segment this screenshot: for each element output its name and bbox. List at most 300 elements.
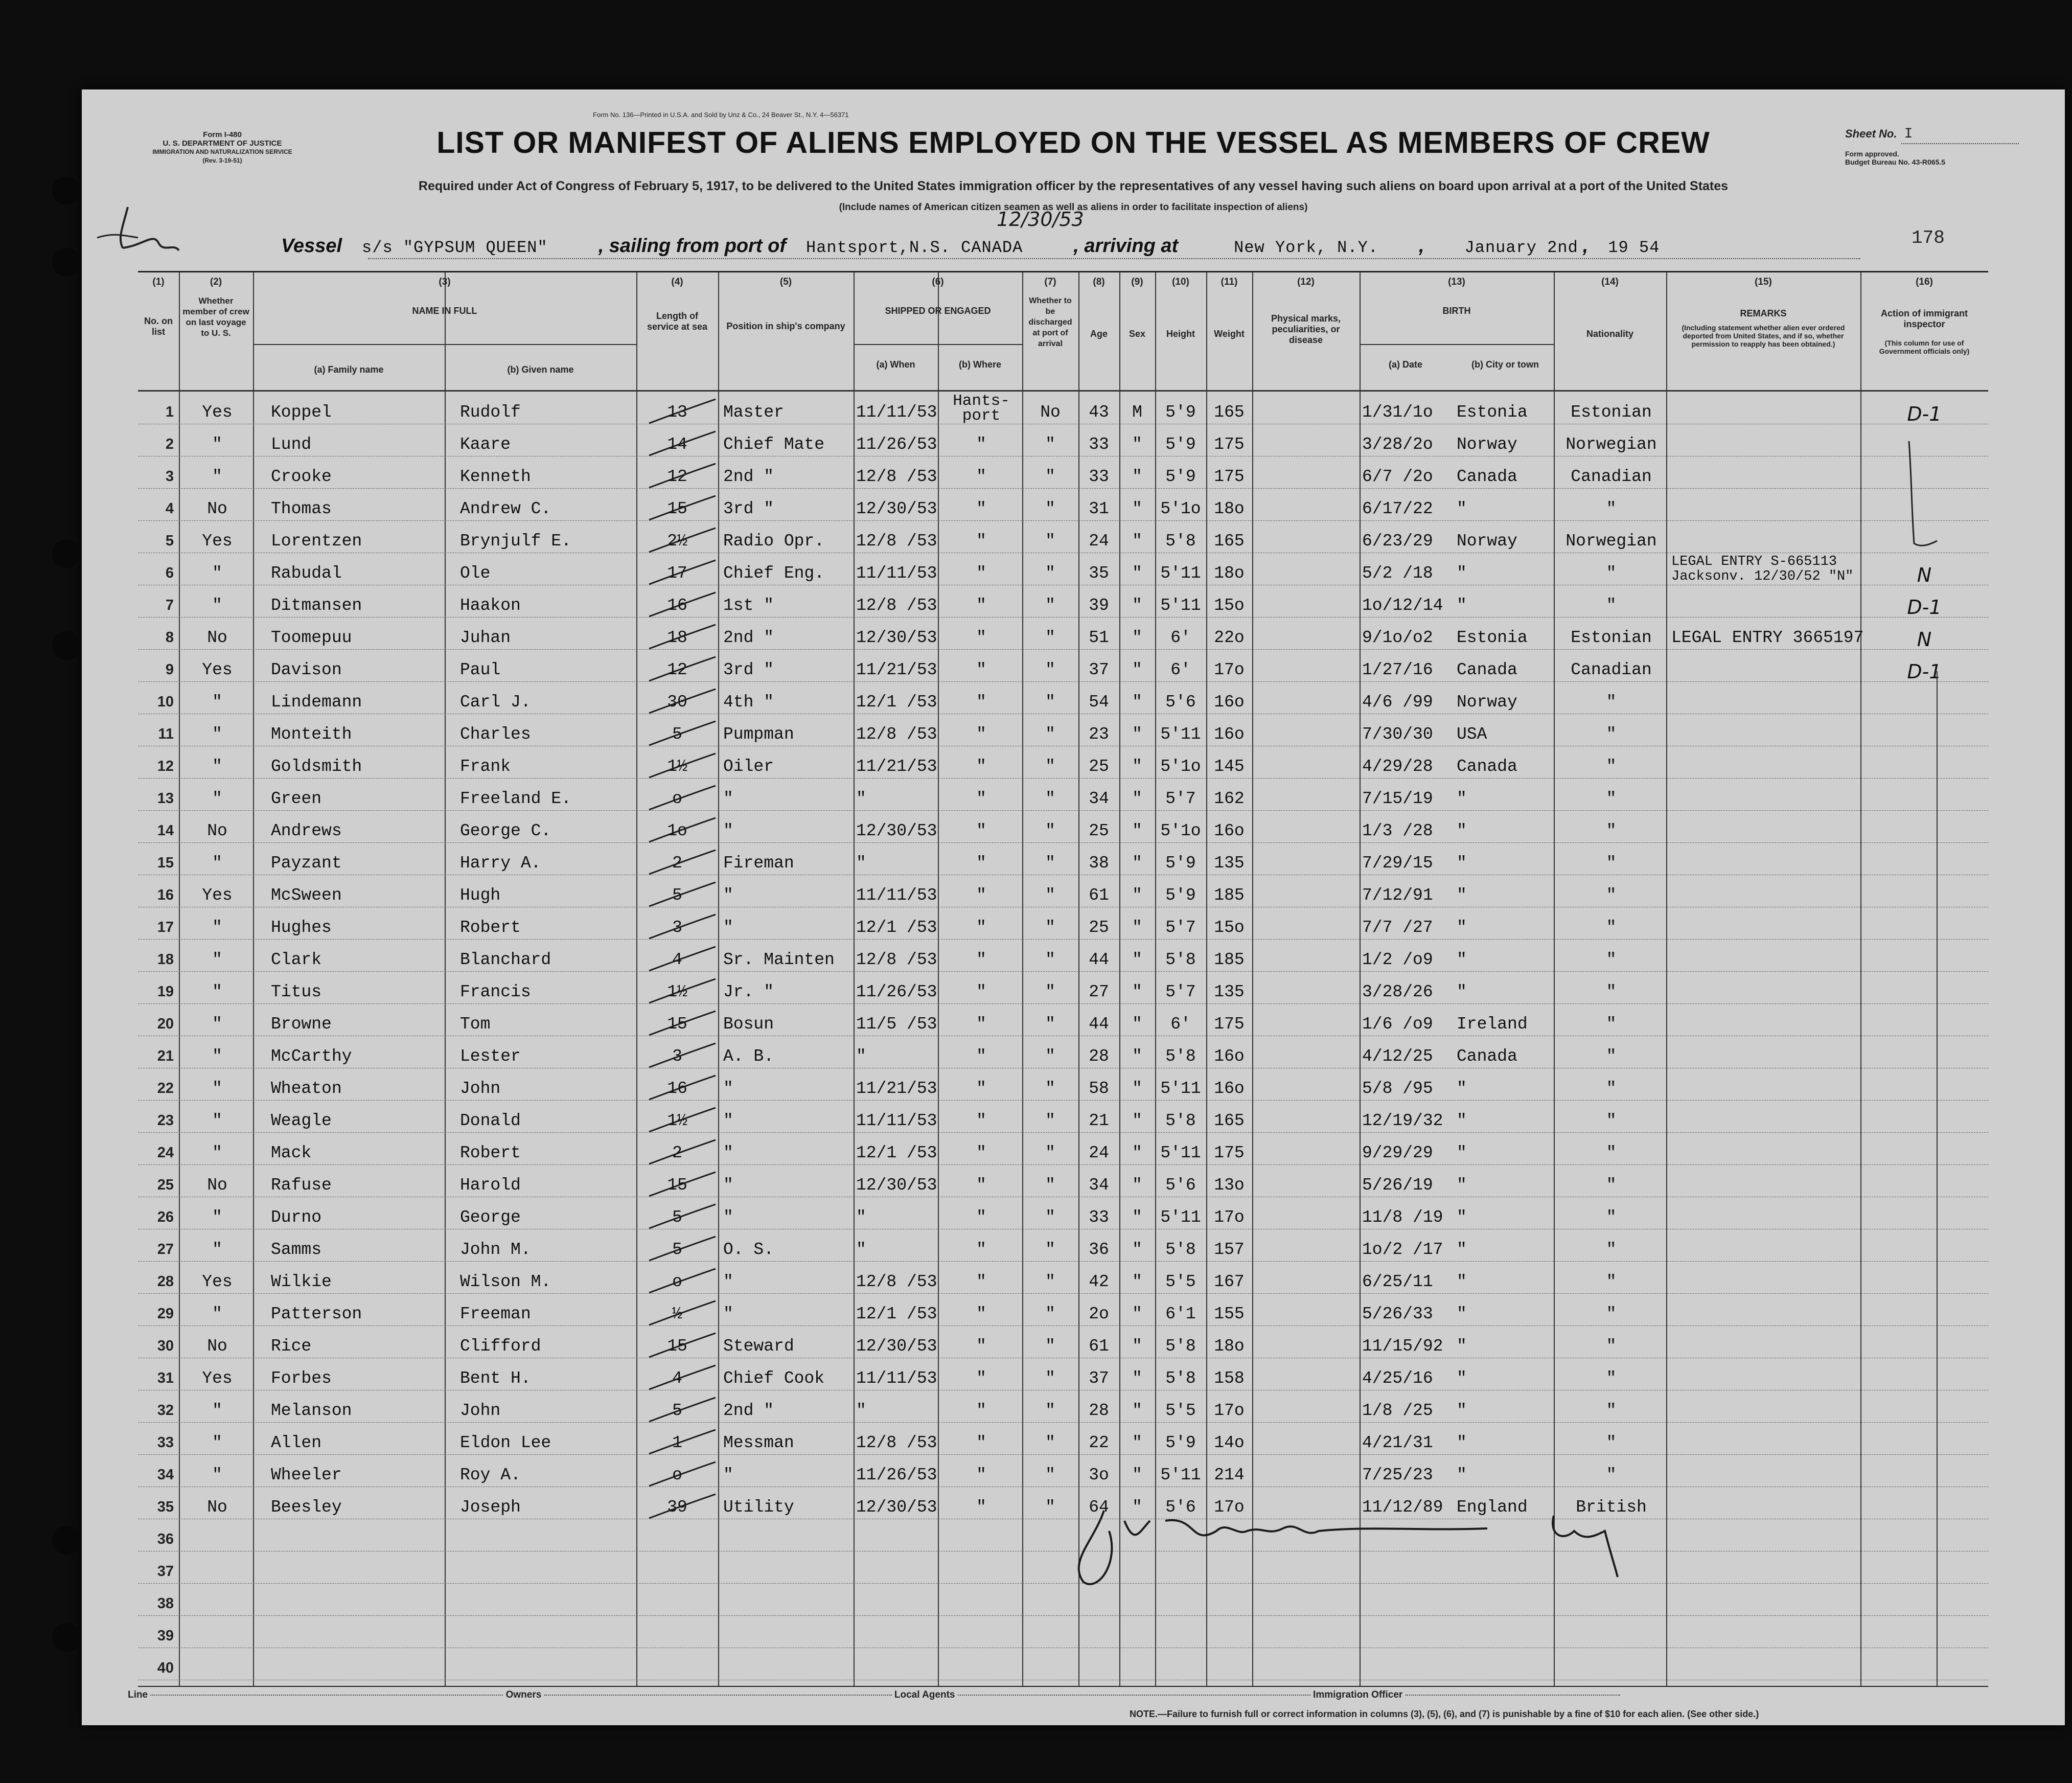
weight-cell: 162 <box>1214 789 1245 808</box>
row-number-cell: 3 <box>165 468 174 485</box>
birth-city-cell: Norway <box>1457 693 1517 712</box>
weight-cell: 18o <box>1214 1337 1245 1356</box>
nationality-cell: " <box>1606 789 1617 808</box>
last-voyage-cell: " <box>212 950 222 969</box>
given-name-cell: Kaare <box>460 435 511 454</box>
shipped-when-cell: 12/30/53 <box>856 1337 937 1356</box>
family-name-cell: Wheaton <box>271 1079 342 1098</box>
discharged-cell: " <box>1045 499 1055 518</box>
discharged-cell: " <box>1045 435 1055 454</box>
inspector-signature <box>1063 1500 1707 1603</box>
last-voyage-cell: " <box>212 854 222 873</box>
shipped-when-cell: 11/21/53 <box>856 660 937 679</box>
discharged-cell: " <box>1045 1272 1055 1291</box>
shipped-where-cell: " <box>976 1433 986 1452</box>
position-cell: Pumpman <box>723 725 794 744</box>
birth-date-cell: 1/3 /28 <box>1362 821 1433 840</box>
nationality-cell: " <box>1606 1079 1617 1098</box>
family-name-cell: Weagle <box>271 1111 332 1130</box>
shipped-when-cell: 12/30/53 <box>856 628 937 647</box>
col-header-no: No. on list <box>144 316 173 337</box>
given-name-cell: Freeland E. <box>460 789 571 808</box>
last-voyage-cell: " <box>212 1144 222 1162</box>
birth-date-cell: 1/8 /25 <box>1362 1401 1433 1420</box>
family-name-cell: Koppel <box>271 403 332 422</box>
age-cell: 34 <box>1089 789 1109 808</box>
nationality-cell: " <box>1606 821 1617 840</box>
row-number-cell: 38 <box>157 1595 174 1612</box>
birth-city-cell: " <box>1457 1272 1467 1291</box>
nationality-cell: " <box>1606 1240 1617 1259</box>
shipped-where-cell: " <box>976 660 986 679</box>
checkmark-stroke <box>644 749 721 785</box>
birth-date-cell: 4/25/16 <box>1362 1369 1433 1388</box>
sheet-label: Sheet No. <box>1845 127 1897 140</box>
col-number: (11) <box>1221 277 1238 287</box>
shipped-when-cell: 12/8 /53 <box>856 596 937 615</box>
birth-date-cell: 7/30/30 <box>1362 725 1433 744</box>
position-cell: 2nd " <box>723 628 774 647</box>
position-cell: 2nd " <box>723 467 774 486</box>
checkmark-stroke <box>644 460 721 495</box>
arrival-year: 19 54 <box>1608 238 1660 257</box>
checkmark-stroke <box>644 782 721 817</box>
birth-date-cell: 7/12/91 <box>1362 886 1433 905</box>
family-name-cell: Melanson <box>271 1401 352 1420</box>
weight-cell: 155 <box>1214 1305 1245 1323</box>
birth-date-cell: 6/17/22 <box>1362 499 1433 518</box>
birth-city-cell: " <box>1457 596 1467 615</box>
row-number-cell: 17 <box>157 919 174 935</box>
inspector-action-cell: N <box>1917 564 1932 586</box>
sex-cell: " <box>1132 918 1142 937</box>
checkmark-stroke <box>644 1232 721 1268</box>
height-cell: 5'9 <box>1165 403 1196 422</box>
last-voyage-cell: Yes <box>202 1272 233 1291</box>
row-number-cell: 28 <box>157 1273 174 1290</box>
weight-cell: 17o <box>1214 1498 1245 1517</box>
sex-cell: " <box>1132 725 1142 744</box>
family-name-cell: Forbes <box>271 1369 332 1388</box>
family-name-cell: Rabudal <box>271 564 342 583</box>
form-id: Form I-480 <box>203 130 242 139</box>
row-number-cell: 5 <box>165 533 174 549</box>
checkmark-stroke <box>644 1393 721 1429</box>
sex-cell: " <box>1132 467 1142 486</box>
row-number-cell: 16 <box>157 887 174 903</box>
service-cell: 16 <box>667 1079 687 1098</box>
shipped-where-cell: " <box>976 1176 986 1195</box>
sex-cell: " <box>1132 628 1142 647</box>
row-number-cell: 29 <box>157 1306 174 1322</box>
sex-cell: " <box>1132 499 1142 518</box>
position-cell: " <box>723 1111 733 1130</box>
last-voyage-cell: No <box>207 821 227 840</box>
birth-city-cell: " <box>1457 1369 1467 1388</box>
col-header-remarks: REMARKS <box>1740 308 1787 318</box>
shipped-when-cell: " <box>856 789 866 808</box>
nationality-cell: Canadian <box>1571 660 1652 679</box>
birth-city-cell: Estonia <box>1457 403 1528 422</box>
weight-cell: 16o <box>1214 1047 1245 1066</box>
col-number: (14) <box>1601 277 1619 287</box>
weight-cell: 16o <box>1214 693 1245 712</box>
family-name-cell: McSween <box>271 886 342 905</box>
weight-cell: 175 <box>1214 1015 1245 1034</box>
given-name-cell: Paul <box>460 660 501 679</box>
row-number-cell: 12 <box>157 758 174 774</box>
given-name-cell: Harry A. <box>460 854 541 873</box>
position-cell: " <box>723 1272 733 1291</box>
family-name-cell: Andrews <box>271 821 342 840</box>
shipped-where-cell: " <box>976 1272 986 1291</box>
shipped-where-cell: " <box>976 1369 986 1388</box>
inspector-action-cell: D-1 <box>1907 403 1942 425</box>
family-name-cell: Rafuse <box>271 1176 332 1195</box>
birth-date-cell: 1o/12/14 <box>1362 596 1443 615</box>
age-cell: 2o <box>1089 1305 1109 1323</box>
weight-cell: 165 <box>1214 403 1245 422</box>
row-number-cell: 18 <box>157 951 174 968</box>
birth-date-cell: 5/26/33 <box>1362 1305 1433 1323</box>
col-number: (16) <box>1916 277 1933 287</box>
weight-cell: 13o <box>1214 1176 1245 1195</box>
service-cell: 2 <box>672 854 682 873</box>
binder-hole <box>52 1623 81 1652</box>
age-cell: 61 <box>1089 1337 1109 1356</box>
height-cell: 5'7 <box>1165 982 1196 1001</box>
height-cell: 5'11 <box>1160 596 1201 615</box>
last-voyage-cell: " <box>212 1433 222 1452</box>
last-voyage-cell: No <box>207 1337 227 1356</box>
penalty-note: NOTE.—Failure to furnish full or correct information in columns (3), (5), (6), and (7) is punishable by a fine of $10 for each alien. (See other side.) <box>1130 1709 1759 1719</box>
last-voyage-cell: Yes <box>202 403 233 422</box>
shipped-when-cell: 12/30/53 <box>856 1498 937 1517</box>
col-number: (10) <box>1172 277 1189 287</box>
family-name-cell: Beesley <box>271 1498 342 1517</box>
checkmark-stroke <box>644 846 721 882</box>
birth-city-cell: " <box>1457 918 1467 937</box>
row-number-cell: 24 <box>157 1145 174 1161</box>
shipped-when-cell: 11/11/53 <box>856 1111 937 1130</box>
service-cell: 17 <box>667 564 687 583</box>
weight-cell: 175 <box>1214 435 1245 454</box>
position-cell: Messman <box>723 1433 794 1452</box>
service-cell: 4 <box>672 950 682 969</box>
sex-cell: " <box>1132 1305 1142 1323</box>
service-cell: 30 <box>667 693 687 712</box>
height-cell: 5'8 <box>1165 1240 1196 1259</box>
service-cell: 5 <box>672 886 682 905</box>
approval-block <box>1845 150 1945 166</box>
weight-cell: 22o <box>1214 628 1245 647</box>
nationality-cell: " <box>1606 1144 1617 1162</box>
discharged-cell: " <box>1045 1144 1055 1162</box>
position-cell: Steward <box>723 1337 794 1356</box>
checkmark-stroke <box>644 1168 721 1204</box>
birth-city-cell: " <box>1457 1305 1467 1323</box>
shipped-where-cell: " <box>976 854 986 873</box>
weight-cell: 16o <box>1214 725 1245 744</box>
col-header-sex: Sex <box>1129 329 1146 339</box>
sex-cell: " <box>1132 1272 1142 1291</box>
height-cell: 5'11 <box>1160 564 1201 583</box>
given-name-cell: John <box>460 1079 501 1098</box>
service-cell: 3 <box>672 918 682 937</box>
shipped-when-cell: 11/11/53 <box>856 564 937 583</box>
shipped-where-cell: " <box>976 467 986 486</box>
age-cell: 61 <box>1089 886 1109 905</box>
checkmark-stroke <box>644 1458 721 1494</box>
row-number-cell: 21 <box>157 1048 174 1064</box>
height-cell: 5'8 <box>1165 1337 1196 1356</box>
checkmark-stroke <box>644 395 721 431</box>
family-name-cell: Rice <box>271 1337 312 1356</box>
age-cell: 43 <box>1089 403 1109 422</box>
position-cell: Fireman <box>723 854 794 873</box>
weight-cell: 17o <box>1214 660 1245 679</box>
weight-cell: 14o <box>1214 1433 1245 1452</box>
discharged-cell: " <box>1045 886 1055 905</box>
row-number-cell: 35 <box>157 1499 174 1515</box>
given-name-cell: Rudolf <box>460 403 521 422</box>
age-cell: 22 <box>1089 1433 1109 1452</box>
shipped-when-cell: 11/11/53 <box>856 1369 937 1388</box>
last-voyage-cell: No <box>207 1176 227 1195</box>
last-voyage-cell: " <box>212 982 222 1001</box>
weight-cell: 175 <box>1214 467 1245 486</box>
sex-cell: " <box>1132 1047 1142 1066</box>
age-cell: 54 <box>1089 693 1109 712</box>
last-voyage-cell: " <box>212 1015 222 1034</box>
binder-hole <box>52 631 81 660</box>
shipped-where-cell: " <box>976 950 986 969</box>
height-cell: 5'11 <box>1160 1208 1201 1227</box>
checkmark-stroke <box>644 1490 721 1526</box>
position-cell: 4th " <box>723 693 774 712</box>
shipped-where-cell: Hants- port <box>953 392 1010 425</box>
discharged-cell: " <box>1045 596 1055 615</box>
row-number-cell: 10 <box>157 694 174 710</box>
checkmark-stroke <box>644 1071 721 1107</box>
shipped-where-cell: " <box>976 1240 986 1259</box>
discharged-cell: " <box>1045 1305 1055 1323</box>
shipped-where-cell: " <box>976 1208 986 1227</box>
given-name-cell: Ole <box>460 564 491 583</box>
weight-cell: 185 <box>1214 886 1245 905</box>
col-header-physical-marks: Physical marks, peculiarities, or disease <box>1271 313 1341 345</box>
sex-cell: " <box>1132 854 1142 873</box>
shipped-where-cell: " <box>976 1079 986 1098</box>
family-name-cell: Lorentzen <box>271 532 362 551</box>
height-cell: 5'9 <box>1165 1433 1196 1452</box>
checkmark-stroke <box>644 556 721 592</box>
age-cell: 34 <box>1089 1176 1109 1195</box>
last-voyage-cell: " <box>212 1466 222 1484</box>
birth-city-cell: Norway <box>1457 532 1517 551</box>
col-header-service: Length of service at sea <box>647 311 708 332</box>
family-name-cell: Allen <box>271 1433 322 1452</box>
age-cell: 35 <box>1089 564 1109 583</box>
row-number-cell: 25 <box>157 1177 174 1193</box>
age-cell: 24 <box>1089 532 1109 551</box>
age-cell: 51 <box>1089 628 1109 647</box>
nationality-cell: " <box>1606 564 1617 583</box>
nationality-cell: Norwegian <box>1565 435 1657 454</box>
row-number-cell: 20 <box>157 1016 174 1032</box>
shipped-where-cell: " <box>976 596 986 615</box>
binder-hole <box>52 539 81 568</box>
discharged-cell: " <box>1045 918 1055 937</box>
age-cell: 37 <box>1089 1369 1109 1388</box>
col-header-nationality: Nationality <box>1586 329 1633 339</box>
sex-cell: " <box>1132 435 1142 454</box>
birth-date-cell: 1o/2 /17 <box>1362 1240 1443 1259</box>
position-cell: " <box>723 918 733 937</box>
nationality-cell: " <box>1606 918 1617 937</box>
age-cell: 37 <box>1089 660 1109 679</box>
family-name-cell: Payzant <box>271 854 342 873</box>
given-name-cell: Frank <box>460 757 511 776</box>
sex-cell: " <box>1132 1015 1142 1034</box>
checkmark-stroke <box>644 1136 721 1172</box>
birth-date-cell: 3/28/2o <box>1362 435 1433 454</box>
budget-bureau-number: Budget Bureau No. 43-R065.5 <box>1845 158 1946 166</box>
birth-date-cell: 9/29/29 <box>1362 1144 1433 1162</box>
sex-cell: " <box>1132 1208 1142 1227</box>
family-name-cell: Browne <box>271 1015 332 1034</box>
shipped-where-cell: " <box>976 564 986 583</box>
shipped-where-cell: " <box>976 886 986 905</box>
shipped-where-cell: " <box>976 628 986 647</box>
shipped-where-cell: " <box>976 1498 986 1517</box>
shipped-when-cell: 12/8 /53 <box>856 532 937 551</box>
row-number-cell: 1 <box>165 404 174 420</box>
sex-cell: " <box>1132 1176 1142 1195</box>
position-cell: 2nd " <box>723 1401 774 1420</box>
service-cell: o <box>672 1272 682 1291</box>
sex-cell: " <box>1132 950 1142 969</box>
age-cell: 44 <box>1089 950 1109 969</box>
remarks-cell: LEGAL ENTRY S-665113 Jacksonv. 12/30/52 "N" <box>1671 554 1854 584</box>
discharged-cell: " <box>1045 821 1055 840</box>
sex-cell: " <box>1132 982 1142 1001</box>
nationality-cell: " <box>1606 1015 1617 1034</box>
shipped-when-cell: 12/8 /53 <box>856 725 937 744</box>
nationality-cell: " <box>1606 886 1617 905</box>
given-name-cell: Andrew C. <box>460 499 551 518</box>
discharged-cell: " <box>1045 757 1055 776</box>
sex-cell: " <box>1132 1401 1142 1420</box>
row-number-cell: 39 <box>157 1628 174 1644</box>
shipped-where-cell: " <box>976 821 986 840</box>
service-cell: 1o <box>667 821 687 840</box>
arriving-port: New York, N.Y. <box>1234 238 1378 257</box>
birth-date-cell: 5/2 /18 <box>1362 564 1433 583</box>
birth-date-cell: 5/26/19 <box>1362 1176 1433 1195</box>
col-header-last-voyage: Whether member of crew on last voyage to U. S. <box>182 296 249 338</box>
position-cell: Radio Opr. <box>723 532 825 551</box>
birth-city-cell: " <box>1457 982 1467 1001</box>
discharged-cell: " <box>1045 467 1055 486</box>
nationality-cell: " <box>1606 982 1617 1001</box>
given-name-cell: Robert <box>460 1144 521 1162</box>
inspector-action-cell: D-1 <box>1907 660 1942 683</box>
height-cell: 5'9 <box>1165 854 1196 873</box>
last-voyage-cell: Yes <box>202 660 233 679</box>
given-name-cell: Freeman <box>460 1305 531 1323</box>
position-cell: Jr. " <box>723 982 774 1001</box>
service-name: IMMIGRATION AND NATURALIZATION SERVICE <box>152 148 292 155</box>
nationality-cell: " <box>1606 499 1617 518</box>
shipped-where-cell: " <box>976 725 986 744</box>
shipped-when-cell: 11/26/53 <box>856 982 937 1001</box>
vessel-line: Vessel s/s "GYPSUM QUEEN" , sailing from port of Hantsport,N.S. CANADA , arriving at New York, N.Y. , January 2nd , 19 54 <box>281 235 1660 257</box>
age-cell: 58 <box>1089 1079 1109 1098</box>
height-cell: 5'9 <box>1165 435 1196 454</box>
sheet-value: I <box>1904 126 1913 142</box>
row-number-cell: 6 <box>165 565 174 581</box>
row-number-cell: 22 <box>157 1080 174 1096</box>
height-cell: 5'1o <box>1160 499 1201 518</box>
service-cell: 15 <box>667 1176 687 1195</box>
inspector-action-cell: N <box>1917 628 1932 651</box>
row-number-cell: 2 <box>165 436 174 452</box>
col-header-given-name: (b) Given name <box>507 364 574 375</box>
service-cell: 5 <box>672 725 682 744</box>
height-cell: 5'11 <box>1160 1079 1201 1098</box>
nationality-cell: " <box>1606 1369 1617 1388</box>
sex-cell: " <box>1132 1337 1142 1356</box>
position-cell: Chief Eng. <box>723 564 825 583</box>
checkmark-stroke <box>644 1361 721 1397</box>
binder-hole <box>52 176 81 205</box>
col-header-when: (a) When <box>876 359 915 370</box>
row-number-cell: 31 <box>157 1370 174 1386</box>
sex-cell: " <box>1132 821 1142 840</box>
shipped-where-cell: " <box>976 499 986 518</box>
discharged-cell: " <box>1045 1176 1055 1195</box>
row-number-cell: 23 <box>157 1112 174 1129</box>
vessel-label: Vessel <box>281 235 342 257</box>
birth-date-cell: 4/29/28 <box>1362 757 1433 776</box>
last-voyage-cell: " <box>212 564 222 583</box>
birth-city-cell: USA <box>1457 725 1487 744</box>
birth-date-cell: 9/1o/o2 <box>1362 628 1433 647</box>
weight-cell: 15o <box>1214 596 1245 615</box>
shipped-when-cell: 12/8 /53 <box>856 1272 937 1291</box>
family-name-cell: McCarthy <box>271 1047 352 1066</box>
last-voyage-cell: Yes <box>202 532 233 551</box>
nationality-cell: Norwegian <box>1565 532 1657 551</box>
row-number-cell: 9 <box>165 661 174 678</box>
height-cell: 5'8 <box>1165 1047 1196 1066</box>
shipped-when-cell: 12/1 /53 <box>856 693 937 712</box>
discharged-cell: " <box>1045 1015 1055 1034</box>
birth-city-cell: Canada <box>1457 660 1517 679</box>
row-number-cell: 15 <box>157 855 174 871</box>
service-cell: 16 <box>667 596 687 615</box>
birth-city-cell: " <box>1457 950 1467 969</box>
weight-cell: 16o <box>1214 1079 1245 1098</box>
given-name-cell: Lester <box>460 1047 521 1066</box>
given-name-cell: Haakon <box>460 596 521 615</box>
weight-cell: 15o <box>1214 918 1245 937</box>
discharged-cell: " <box>1045 564 1055 583</box>
given-name-cell: Kenneth <box>460 467 531 486</box>
required-statement: Required under Act of Congress of February 5, 1917, to be delivered to the United States immigration officer by the representatives of any vessel having such aliens on board upon arrival at a port of the United States <box>418 179 1729 193</box>
sex-cell: " <box>1132 564 1142 583</box>
